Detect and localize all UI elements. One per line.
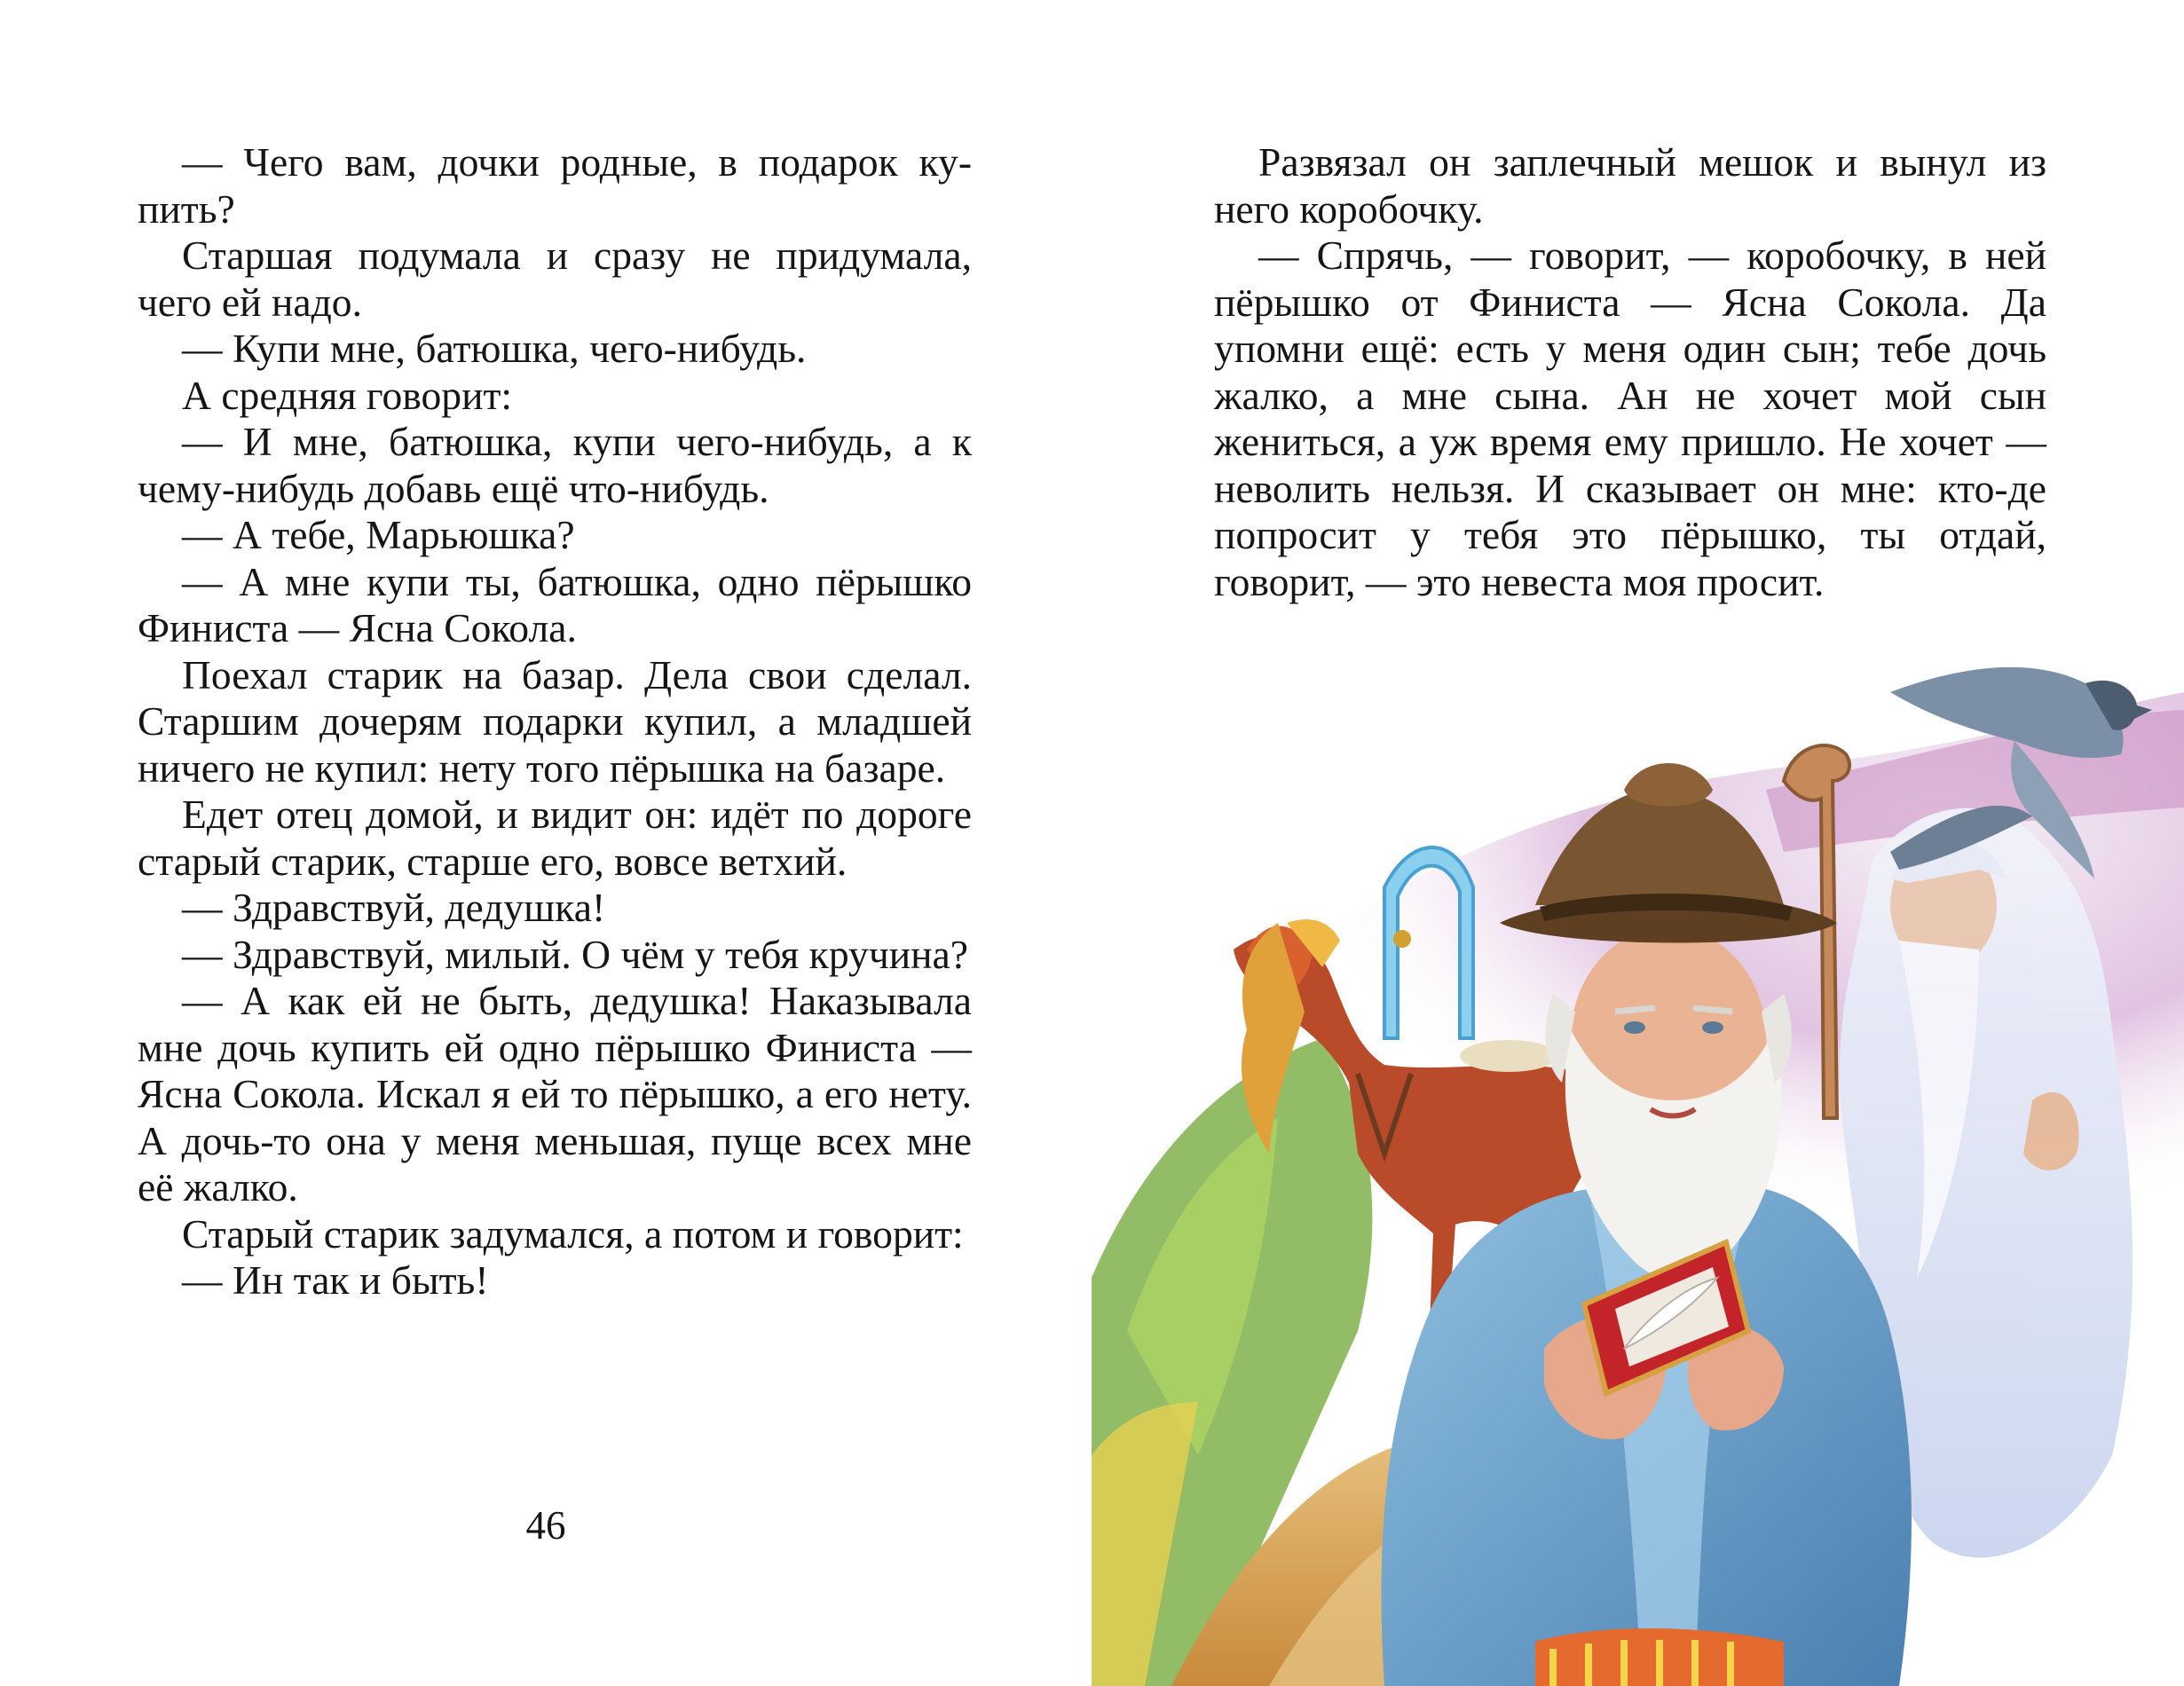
paragraph: — А как ей не быть, дедушка! Наказывала мне дочь купить ей одно пёрышко Финиста — Ясна Сокола. Искал я ей то пёрышко, а его нету. А дочь-то она у меня меньшая, пуще всех мне её жалко.	[138, 978, 972, 1209]
left-text-column	[138, 139, 972, 1304]
illustration-old-man-with-feather-box	[1092, 657, 2184, 1686]
right-text-column	[1214, 139, 2046, 605]
paragraph: Старшая подумала и сразу не придумала, чего ей надо.	[138, 232, 972, 325]
paragraph: Едет отец домой, и видит он: идёт по дороге старый старик, старше его, вовсе ветхий.	[138, 792, 972, 884]
paragraph: — Купи мне, батюшка, чего-нибудь.	[182, 326, 807, 371]
page-number: 46	[525, 1503, 566, 1548]
paragraph: — Здравствуй, дедушка!	[182, 885, 606, 930]
paragraph: Старый старик задумался, а потом и говорит:	[182, 1210, 964, 1257]
paragraph: — А мне купи ты, батюшка, одно пёрышко Финиста — Ясна Сокола.	[138, 558, 972, 650]
paragraph: — Здравствуй, милый. О чём у тебя кручина?	[182, 931, 969, 977]
paragraph: — И мне, батюшка, купи чего-нибудь, а к чему-нибудь добавь ещё что-нибудь.	[138, 419, 972, 511]
paragraph: Развязал он заплечный мешок и вынул из него коробочку.	[1214, 139, 2046, 232]
paragraph: А средняя говорит:	[182, 372, 513, 418]
paragraph: — Спрячь, — говорит, — коробочку, в ней пёрышко от Финиста — Ясна Сокола. Да упомни ещё: есть у меня один сын; тебе дочь жалко, а мне сына. Ан не хочет мой сын жениться, а уж время ему пришло. Не хочет — неволить нельзя. И сказывает он мне: кто-де попросит у тебя это пёрышко, ты отдай, говорит, — это невеста моя просит.	[1214, 232, 2046, 604]
paragraph: Поехал старик на базар. Дела свои сделал. Старшим дочерям подарки купил, а младшей ничего не купил: нету того пёрышка на базаре.	[138, 651, 972, 791]
paragraph: — Ин так и быть!	[182, 1257, 489, 1303]
paragraph: — Чего вам, дочки родные, в подарок купить?	[138, 139, 972, 232]
paragraph: — А тебе, Марьюшка?	[182, 512, 575, 557]
